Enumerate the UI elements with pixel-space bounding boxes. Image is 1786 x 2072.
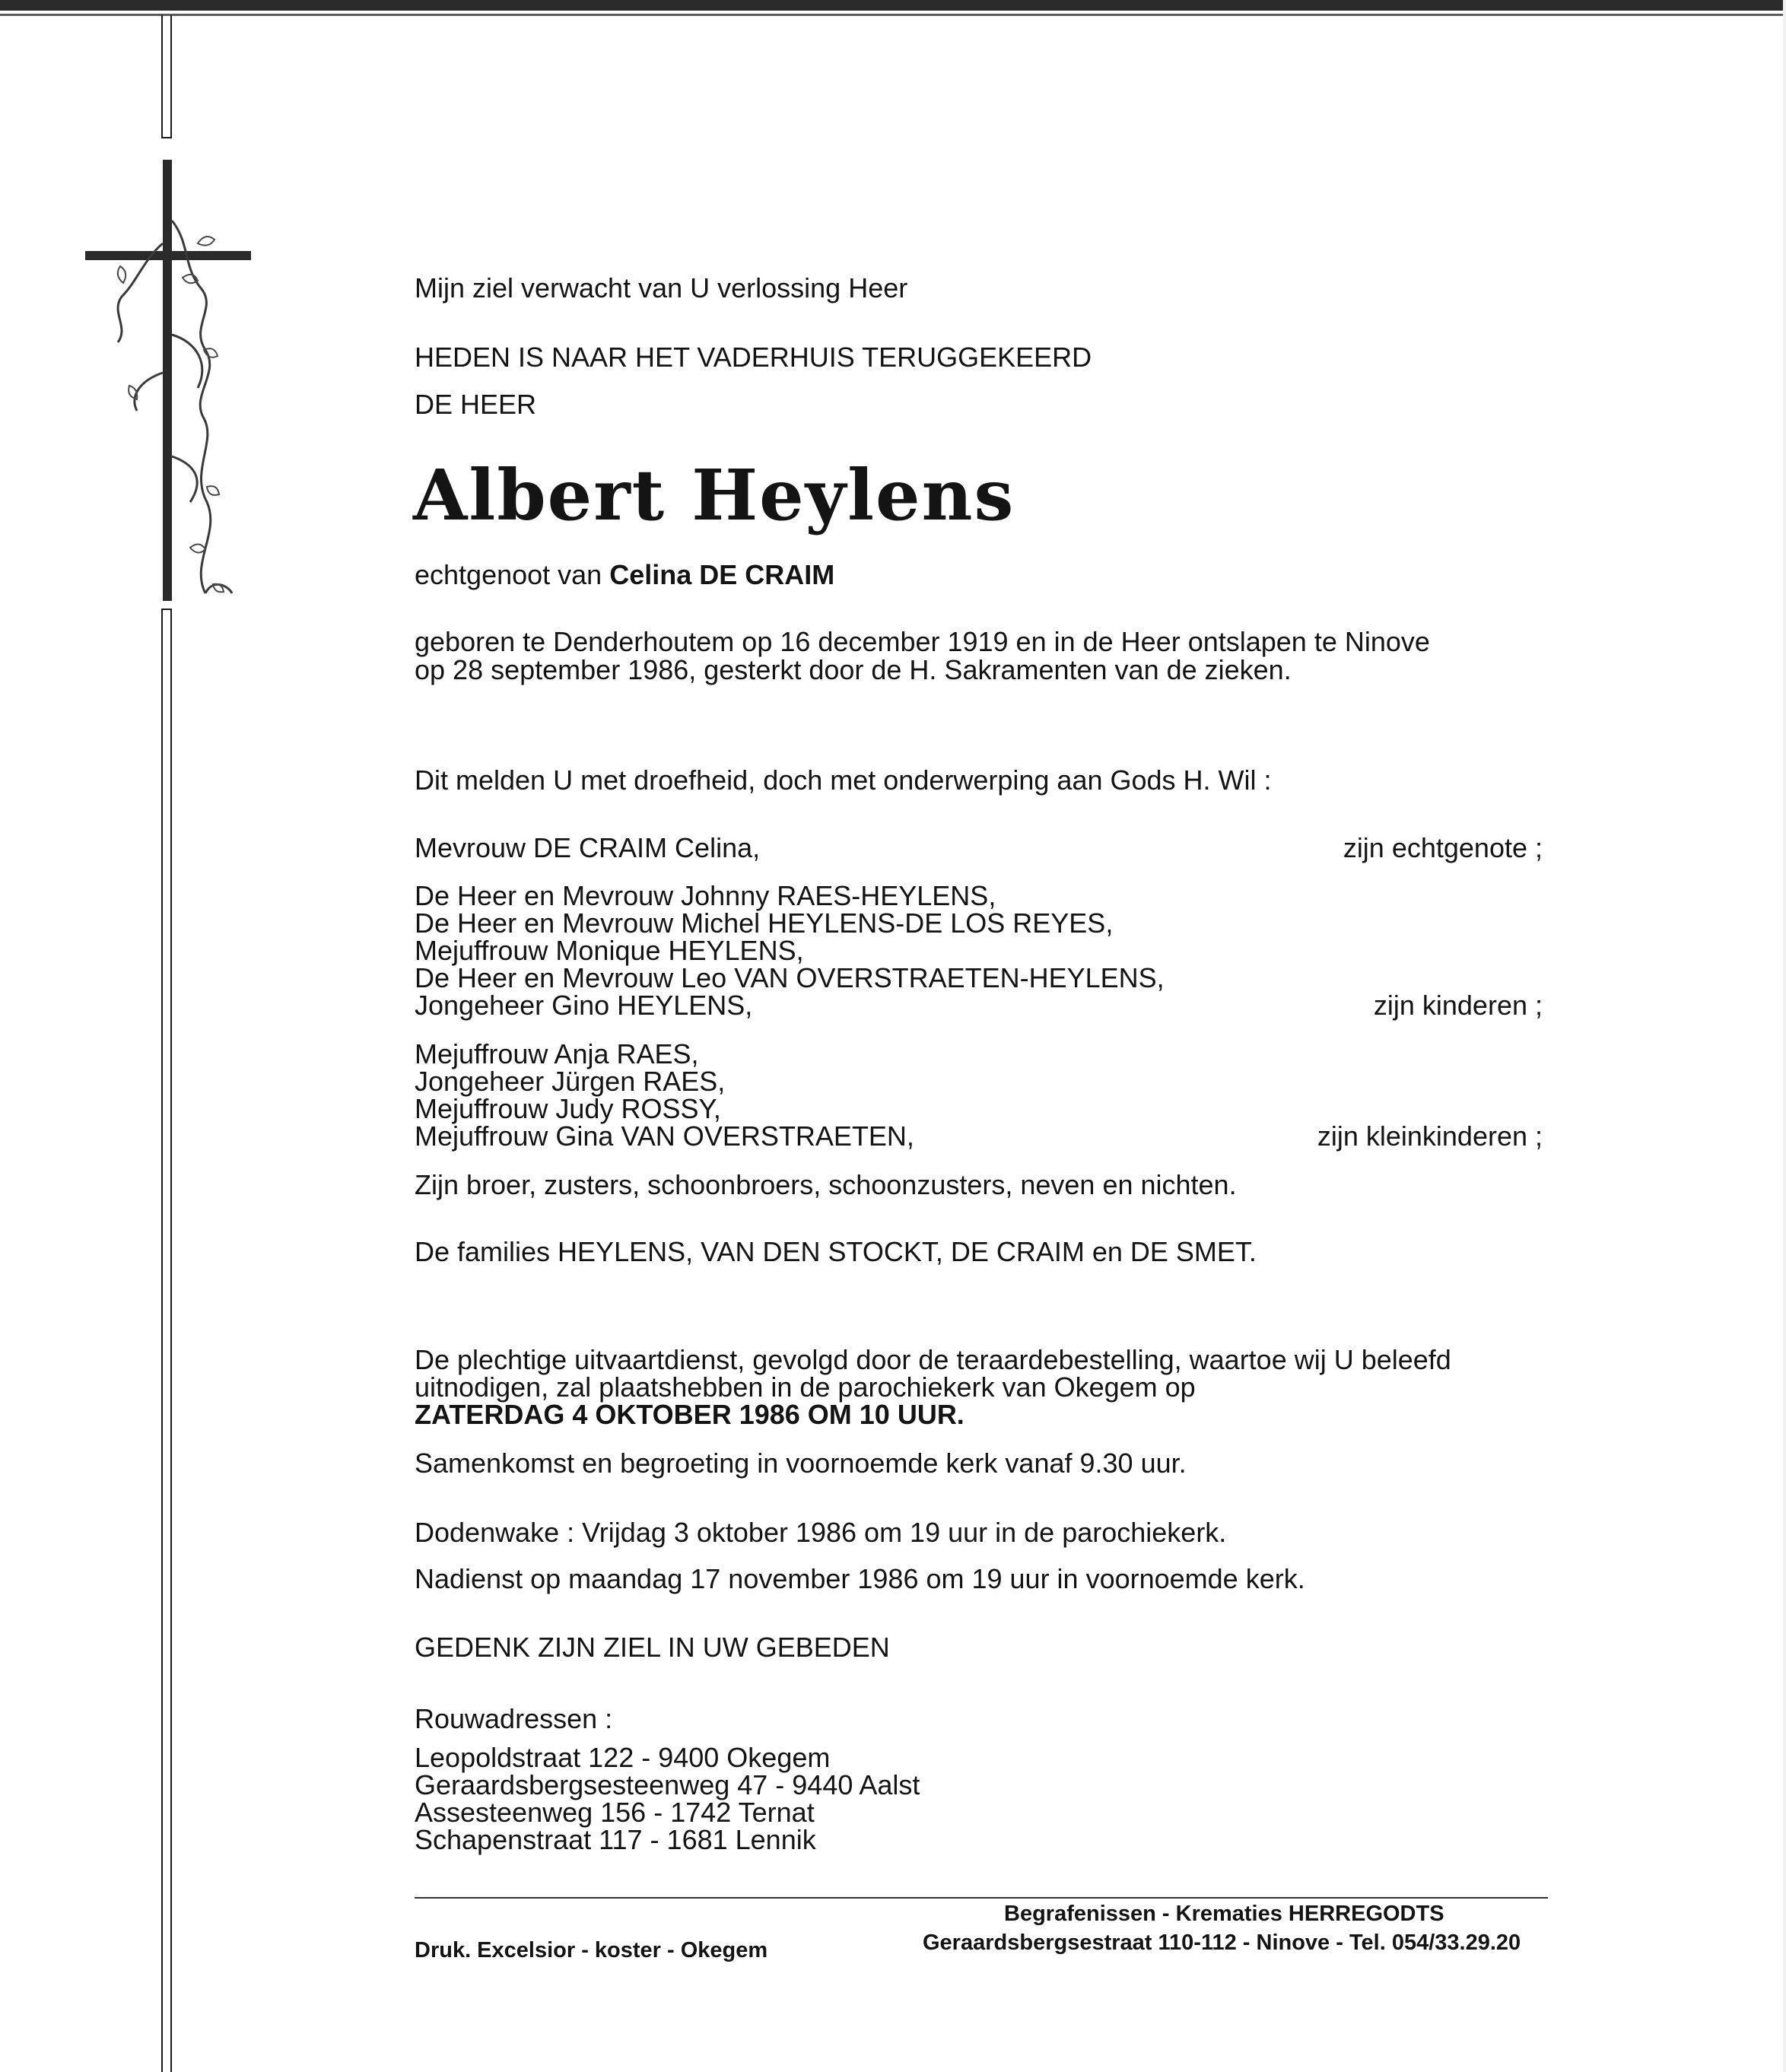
mourner-grandchild: Mejuffrouw Gina VAN OVERSTRAETEN, (415, 1120, 914, 1152)
gathering-line: Samenkomst en begroeting in voornoemde kerk vanaf 9.30 uur. (415, 1448, 1187, 1479)
mourner-child: Jongeheer Gino HEYLENS, (415, 990, 753, 1021)
cross-with-vine-icon (76, 15, 259, 2072)
mourner-child: De Heer en Mevrouw Johnny RAES-HEYLENS, (415, 880, 996, 911)
birth-line-1: geboren te Denderhoutem op 16 december 1919 en in de Heer ontslapen te Ninove (415, 626, 1430, 657)
undertaker-address: Geraardsbergsestraat 110-112 - Ninove - Tel. 054/33.29.20 (923, 1931, 1521, 1955)
service-date: ZATERDAG 4 OKTOBER 1986 OM 10 UUR. (415, 1399, 965, 1430)
mourner-grandchild: Mejuffrouw Judy ROSSY, (415, 1093, 721, 1124)
mourner-grandchild: Jongeheer Jürgen RAES, (415, 1066, 726, 1097)
address-line: Geraardsbergsesteenweg 47 - 9440 Aalst (415, 1769, 920, 1800)
mourner-child: De Heer en Mevrouw Michel HEYLENS-DE LOS REYES, (415, 907, 1114, 939)
printer-line: Druk. Excelsior - koster - Okegem (415, 1938, 768, 1962)
announcement: HEDEN IS NAAR HET VADERHUIS TERUGGEKEERD (415, 342, 1092, 373)
service-line-2: uitnodigen, zal plaatshebben in de parochiekerk van Okegem op (415, 1371, 1196, 1403)
motto: Mijn ziel verwacht van U verlossing Heer (415, 272, 908, 303)
service-line-1: De plechtige uitvaartdienst, gevolgd door de teraardebestelling, waartoe wij U beleefd (415, 1344, 1451, 1375)
honorific: DE HEER (415, 389, 537, 420)
wake-line: Dodenwake : Vrijdag 3 oktober 1986 om 19 uur in de parochiekerk. (415, 1517, 1227, 1548)
spouse-line (415, 561, 834, 589)
remember-line: GEDENK ZIJN ZIEL IN UW GEBEDEN (415, 1632, 890, 1663)
spouse-name: Celina DE CRAIM (609, 559, 835, 590)
after-service-line: Nadienst op maandag 17 november 1986 om 19 uur in voornoemde kerk. (415, 1563, 1305, 1594)
mourner-grandchild: Mejuffrouw Anja RAES, (415, 1038, 699, 1069)
footer-rule (415, 1897, 1548, 1899)
relation-grandchildren: zijn kleinkinderen ; (1317, 1120, 1543, 1152)
right-border (1783, 0, 1786, 2072)
mourner-child: De Heer en Mevrouw Leo VAN OVERSTRAETEN-HEYLENS, (415, 962, 1165, 993)
address-line: Leopoldstraat 122 - 9400 Okegem (415, 1742, 831, 1773)
top-border (0, 0, 1786, 11)
relation-children: zijn kinderen ; (1373, 990, 1543, 1021)
undertaker-name: Begrafenissen - Krematies HERREGODTS (1004, 1902, 1444, 1926)
intro-line: Dit melden U met droefheid, doch met onderwerping aan Gods H. Wil : (415, 764, 1272, 796)
address-line: Assesteenweg 156 - 1742 Ternat (415, 1797, 815, 1828)
mourner-spouse: Mevrouw DE CRAIM Celina, (415, 832, 761, 863)
address-line: Schapenstraat 117 - 1681 Lennik (415, 1824, 816, 1855)
addresses-label: Rouwadressen : (415, 1703, 613, 1734)
top-border-thin (0, 14, 1786, 16)
spouse-prefix: echtgenoot van (415, 559, 602, 590)
birth-line-2: op 28 september 1986, gesterkt door de H. Sakramenten van de zieken. (415, 654, 1292, 685)
siblings-line: Zijn broer, zusters, schoonbroers, schoonzusters, neven en nichten. (415, 1169, 1237, 1200)
mourner-child: Mejuffrouw Monique HEYLENS, (415, 935, 804, 966)
families-line: De families HEYLENS, VAN DEN STOCKT, DE CRAIM en DE SMET. (415, 1236, 1257, 1267)
relation-spouse: zijn echtgenote ; (1343, 832, 1543, 863)
deceased-name: Albert Heylens (413, 454, 1015, 536)
